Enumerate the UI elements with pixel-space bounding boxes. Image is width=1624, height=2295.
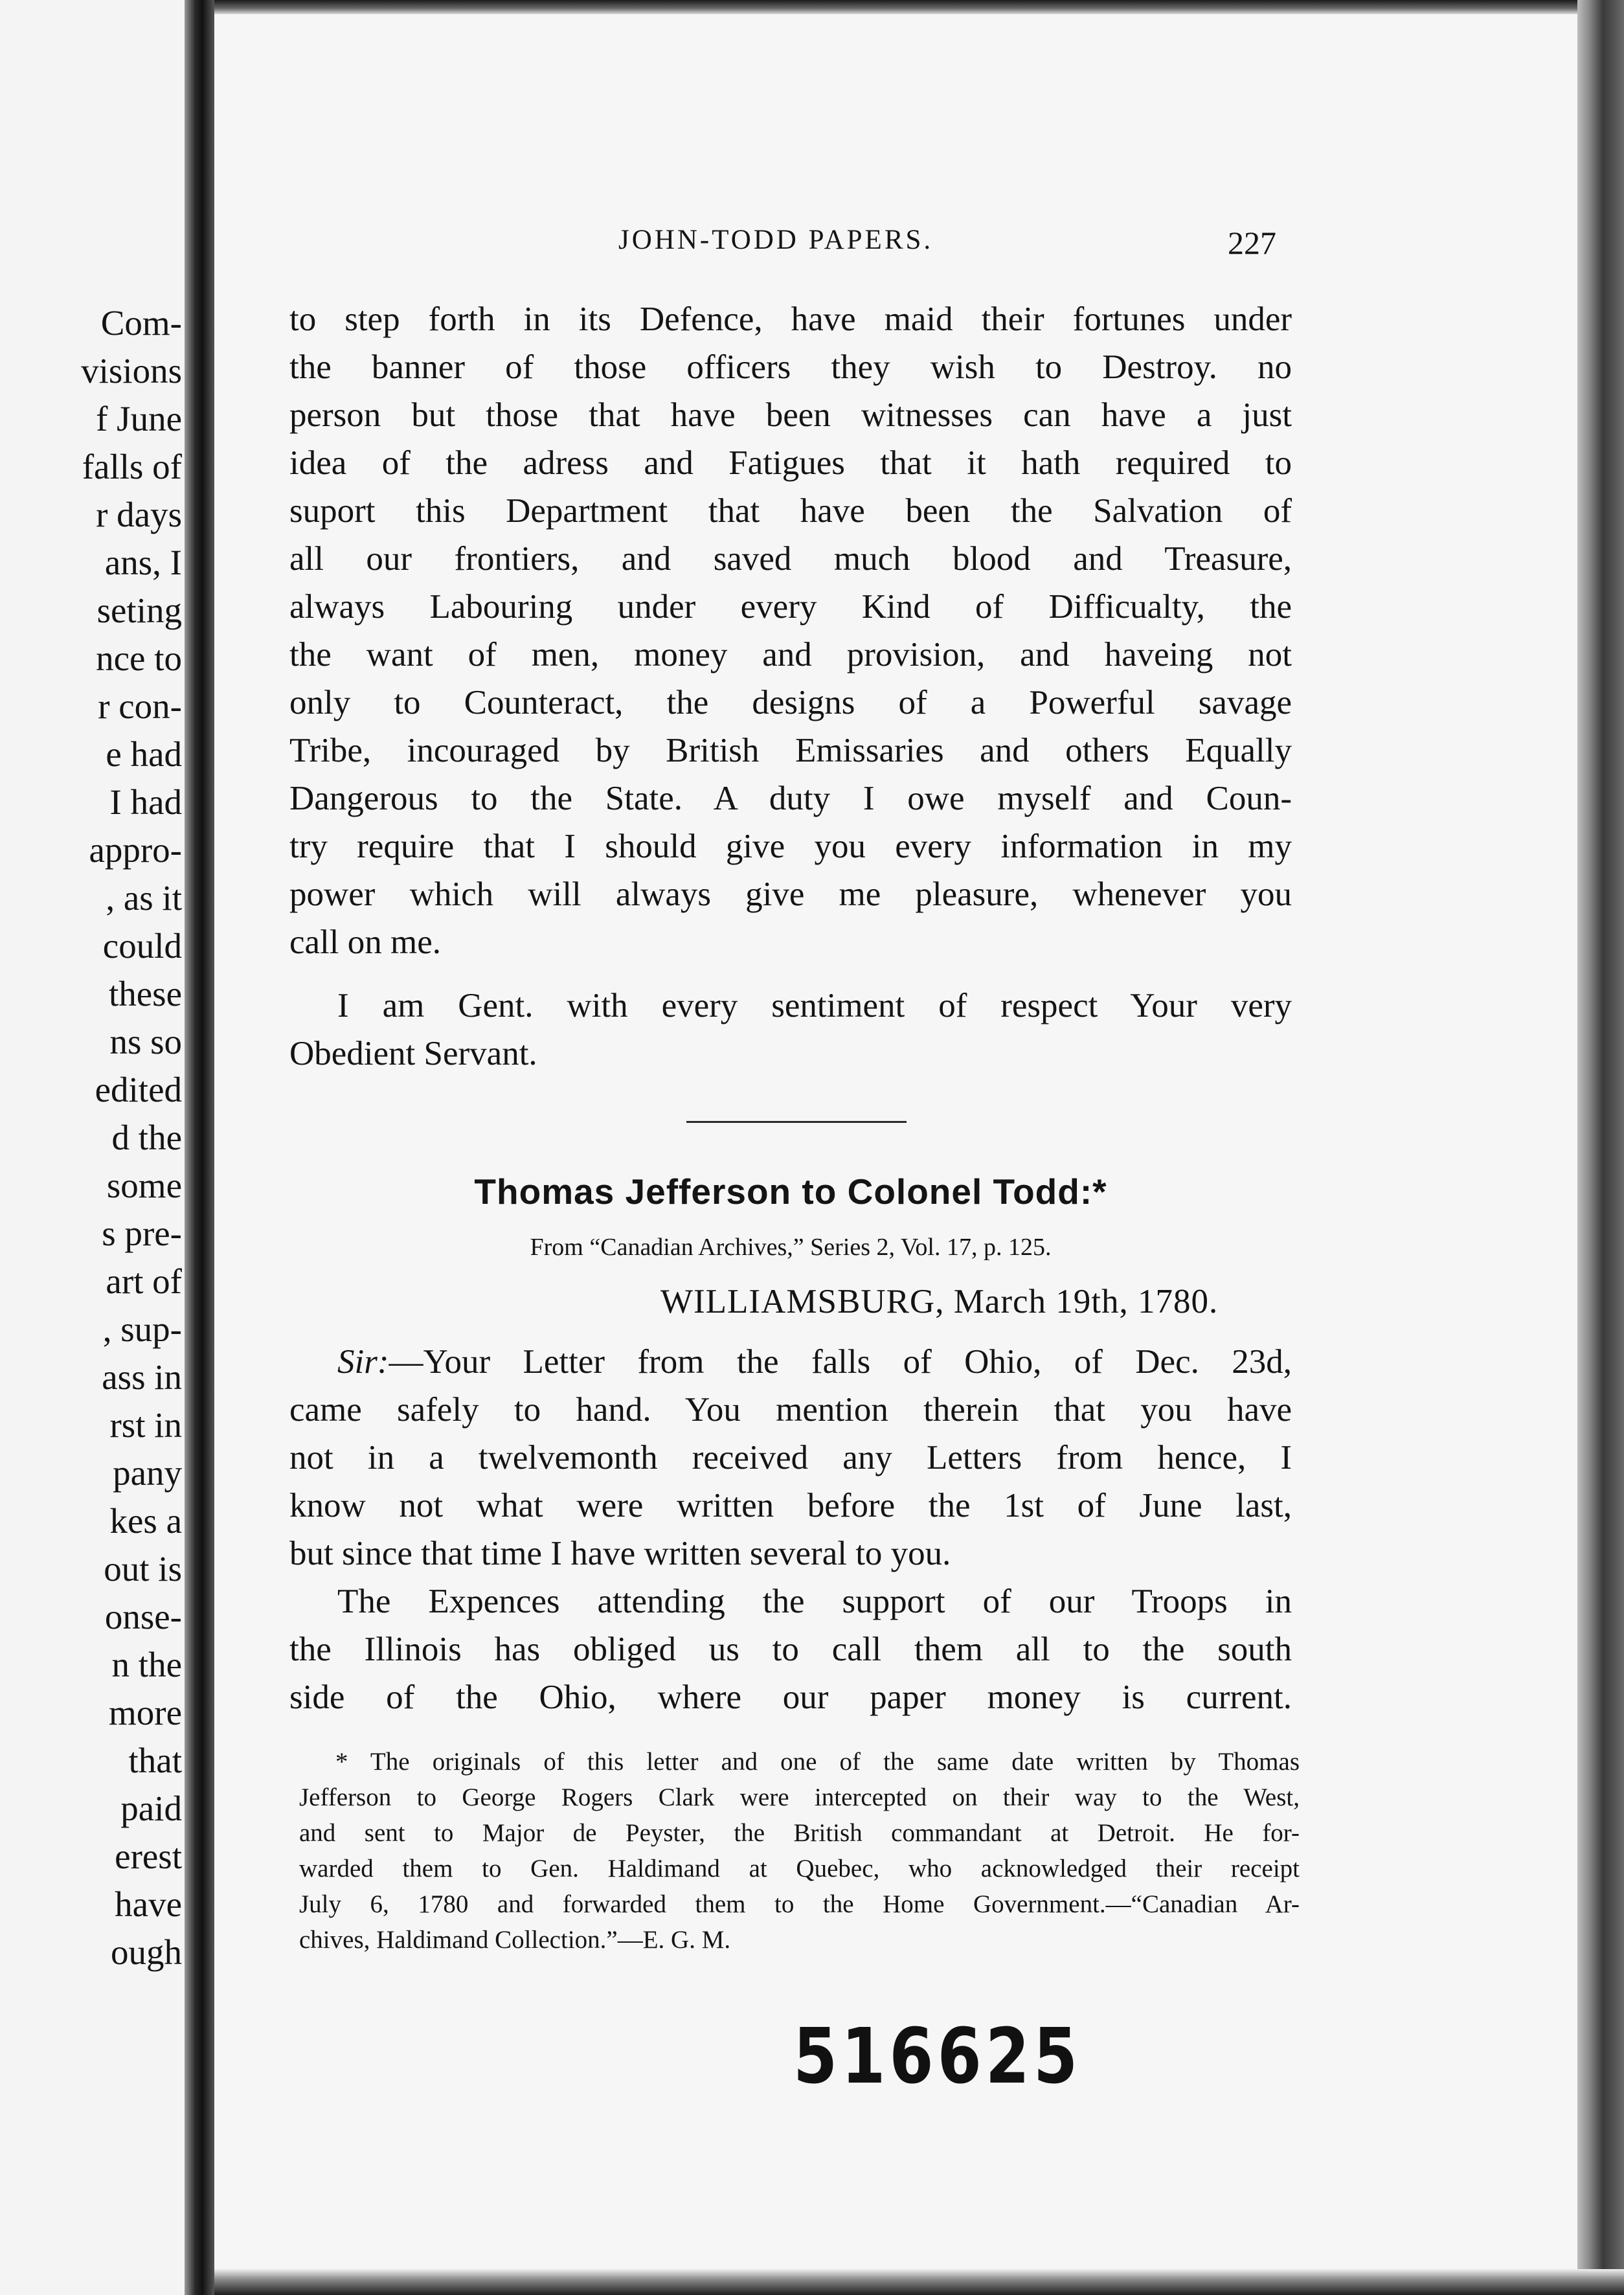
previous-page-line: more [108, 1693, 182, 1732]
previous-page-line: I had [109, 782, 182, 822]
previous-page-line: , sup- [102, 1309, 182, 1349]
text-line: only to Counteract, the designs of a Powerful savage [289, 684, 1292, 721]
previous-page-line: falls of [82, 447, 182, 486]
text-line: The Expences attending the support of our Troops in [337, 1583, 1292, 1620]
accession-number-stamp: 516625 [793, 2013, 1082, 2101]
text-line: know not what were written before the 1st of June last, [289, 1487, 1292, 1524]
previous-page-line: visions [81, 351, 182, 390]
previous-page-line: e had [106, 734, 182, 774]
previous-page-line: , as it [106, 878, 182, 918]
gutter-shadow [185, 0, 214, 2295]
letter-title: Thomas Jefferson to Colonel Todd:* [474, 1171, 1107, 1212]
previous-page-line: edited [95, 1070, 182, 1109]
running-head: JOHN-TODD PAPERS. [618, 225, 934, 255]
previous-page-line: art of [106, 1261, 182, 1301]
previous-page-line: Com- [100, 303, 182, 343]
text-line: came safely to hand. You mention therein that you have [289, 1391, 1292, 1429]
text-line: not in a twelvemonth received any Letters from hence, I [289, 1439, 1292, 1476]
previous-page-line: r days [96, 495, 182, 534]
previous-page-line: pany [113, 1453, 182, 1493]
section-divider [686, 1121, 907, 1123]
previous-page-line: onse- [104, 1597, 182, 1636]
letter-dateline: WILLIAMSBURG, March 19th, 1780. [660, 1283, 1219, 1320]
text-line: all our frontiers, and saved much blood and Treasure, [289, 540, 1292, 578]
salutation-line [289, 1338, 1292, 1386]
previous-page-line: ans, I [104, 543, 182, 582]
text-line: suport this Department that have been the Salvation of [289, 492, 1292, 530]
page-top-edge [214, 0, 1624, 14]
text-line: but since that time I have written several to you. [289, 1535, 951, 1572]
page-number: 227 [1228, 225, 1276, 261]
footnote [299, 1744, 1300, 1958]
footnote-line: July 6, 1780 and forwarded them to the Home Government.—“Canadian Ar- [299, 1890, 1300, 1918]
previous-page-line: rst in [109, 1405, 182, 1445]
footnote-line: warded them to Gen. Haldimand at Quebec, who acknowledged their receipt [299, 1855, 1300, 1882]
text-line: power which will always give me pleasure, whenever you [289, 876, 1292, 913]
footnote-line: and sent to Major de Peyster, the British commandant at Detroit. He for- [299, 1819, 1300, 1847]
letter-closing [289, 982, 1292, 1078]
letter-continuation [289, 295, 1292, 966]
letter-body [289, 1338, 1292, 1721]
footnote-line: Jefferson to George Rogers Clark were intercepted on their way to the West, [299, 1783, 1300, 1811]
text-line: the banner of those officers they wish to Destroy. no [289, 348, 1292, 386]
text-line: Dangerous to the State. A duty I owe myself and Coun- [289, 780, 1292, 817]
text-line: idea of the adress and Fatigues that it hath required to [289, 444, 1292, 482]
previous-page-line: f June [96, 399, 182, 438]
text-line: person but those that have been witnesses can have a just [289, 396, 1292, 434]
salutation: Sir: [337, 1343, 389, 1381]
text-line: side of the Ohio, where our paper money is current. [289, 1679, 1292, 1716]
previous-page-line: ns so [109, 1022, 182, 1061]
footnote-line: chives, Haldimand Collection.”—E. G. M. [299, 1926, 731, 1954]
signature-line: Obedient Servant. [289, 1035, 537, 1072]
letter-source: From “Canadian Archives,” Series 2, Vol. 17, p. 125. [530, 1234, 1052, 1261]
previous-page-line: s pre- [102, 1214, 182, 1253]
footnote-line: * The originals of this letter and one of the same date written by Thomas [335, 1748, 1300, 1776]
page-bottom-edge [214, 2269, 1624, 2295]
text-line: to step forth in its Defence, have maid their fortunes under [289, 300, 1292, 338]
text-line: the Illinois has obliged us to call them all to the south [289, 1631, 1292, 1668]
previous-page-line: ough [111, 1932, 182, 1972]
previous-page-line: n the [111, 1645, 182, 1684]
previous-page-line: paid [120, 1789, 182, 1828]
salutation-continuation: —Your Letter from the falls of Ohio, of Dec. 23d, [389, 1343, 1292, 1381]
previous-page-line: ass in [102, 1357, 182, 1397]
previous-page-line: that [128, 1741, 182, 1780]
text-line: Tribe, incouraged by British Emissaries and others Equally [289, 732, 1292, 769]
previous-page-line: appro- [89, 830, 182, 870]
previous-page-line: seting [96, 591, 182, 630]
page-right-edge [1577, 0, 1624, 2295]
previous-page-line: erest [115, 1837, 182, 1876]
previous-page-line: d the [111, 1118, 182, 1157]
previous-page-line: could [102, 926, 182, 966]
text-line: always Labouring under every Kind of Difficualty, the [289, 588, 1292, 626]
text-line: the want of men, money and provision, and haveing not [289, 636, 1292, 673]
previous-page-line: have [115, 1884, 182, 1924]
previous-page-line: some [106, 1166, 182, 1205]
text-line: call on me. [289, 923, 441, 961]
text-line: try require that I should give you every information in my [289, 828, 1292, 865]
previous-page-line: r con- [98, 686, 182, 726]
previous-page-line: nce to [96, 639, 182, 678]
previous-page-strip [0, 0, 185, 2295]
previous-page-line: kes a [109, 1501, 182, 1541]
previous-page-line: out is [104, 1549, 182, 1588]
previous-page-line: these [108, 974, 182, 1013]
closing-line: I am Gent. with every sentiment of respect Your very [337, 987, 1292, 1024]
